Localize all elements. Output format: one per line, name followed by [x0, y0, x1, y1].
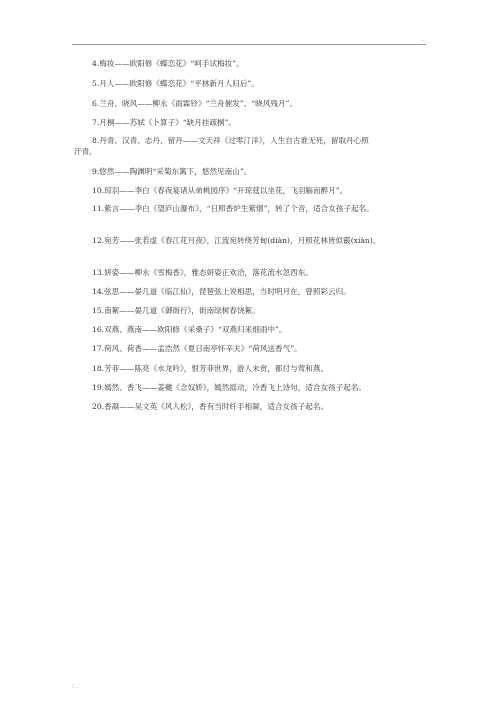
item-text: 12.宛芳——张若虚《春江花月夜》，江流宛转绕芳甸(diàn)，月照花林皆似霰(xiàn)。 [92, 236, 381, 245]
list-item [92, 382, 432, 393]
item-text: 15.南絮——晏几道《御街行》，街南绿树春饶絮。 [92, 306, 260, 315]
item-text: 6.兰舟、晓风——柳永《雨霖铃》“兰舟催发”、“晓风残月”。 [92, 99, 298, 108]
list-item [92, 166, 432, 177]
list-item [92, 401, 432, 412]
footer-mark: : . [72, 683, 78, 690]
list-item [92, 343, 432, 354]
list-item [92, 286, 432, 297]
list-item [92, 324, 432, 335]
item-text: 20.香凝——吴文英《风人松》，香有当时纤手相凝，适合女孩子起名。 [92, 402, 329, 411]
list-item [92, 203, 432, 214]
header-rule [72, 44, 426, 45]
list-item [92, 98, 432, 109]
item-text: 16.双燕、燕南——欧阳修《采桑子》“双燕归来细雨中”。 [92, 325, 287, 334]
list-item [92, 305, 432, 316]
list-item [92, 363, 432, 374]
item-text: 11.紫言——李白《望庐山瀑布》，“日照香炉生紫烟”，转了个音，适合女孩子起名。 [92, 204, 374, 213]
item-text: 7.月桐——苏轼《卜算子》“缺月挂疏桐”。 [92, 118, 237, 127]
item-text-continuation: 汗青。 [74, 147, 97, 156]
item-text: 9.悠然——陶渊明“采菊东篱下，悠然见南山”。 [92, 167, 252, 176]
item-text: 13.妍姿——柳永《雪梅香》，雅态妍姿正欢洽，落花流水忽西东。 [92, 268, 313, 277]
list-item [92, 117, 432, 128]
item-text: 14.弦思——晏几道《临江仙》，琵琶弦上说相思，当时明月在，曾照彩云归。 [92, 287, 351, 296]
item-text: 10.琼羽——李白《春夜宴诸从弟桃园序》“开琼莛以坐花，飞羽觞而醉月”。 [92, 186, 348, 195]
list-item [92, 267, 432, 278]
item-text: 17.荷风、荷香——孟浩然《夏日南亭怀辛夫》“荷风送香气”。 [92, 344, 302, 353]
list-item [92, 78, 432, 89]
item-text: 18.芳菲——陈亮《水龙吟》，恨芳菲世界，游人未赏，都付与莺和燕。 [92, 364, 329, 373]
item-text: 19.嫣然、香飞——姜夔《念奴娇》，嫣然摇动，冷香飞上诗句，适合女孩子起名。 [92, 383, 367, 392]
item-text: 8.丹青、汉青、志丹、留丹——文天祥《过零汀洋》，人生自古谁无死，留取丹心照 [92, 136, 369, 145]
item-text: 5.月人——欧阳修《蝶恋花》“平林新月人归后”。 [92, 79, 259, 88]
list-item [92, 58, 432, 69]
list-item [92, 235, 432, 246]
list-item [74, 135, 432, 157]
header-mark: . [422, 36, 424, 43]
item-text: 4.梅妆——欧阳修《蝶恋花》“呵手试梅妆”。 [92, 59, 244, 68]
list-item [92, 185, 432, 196]
